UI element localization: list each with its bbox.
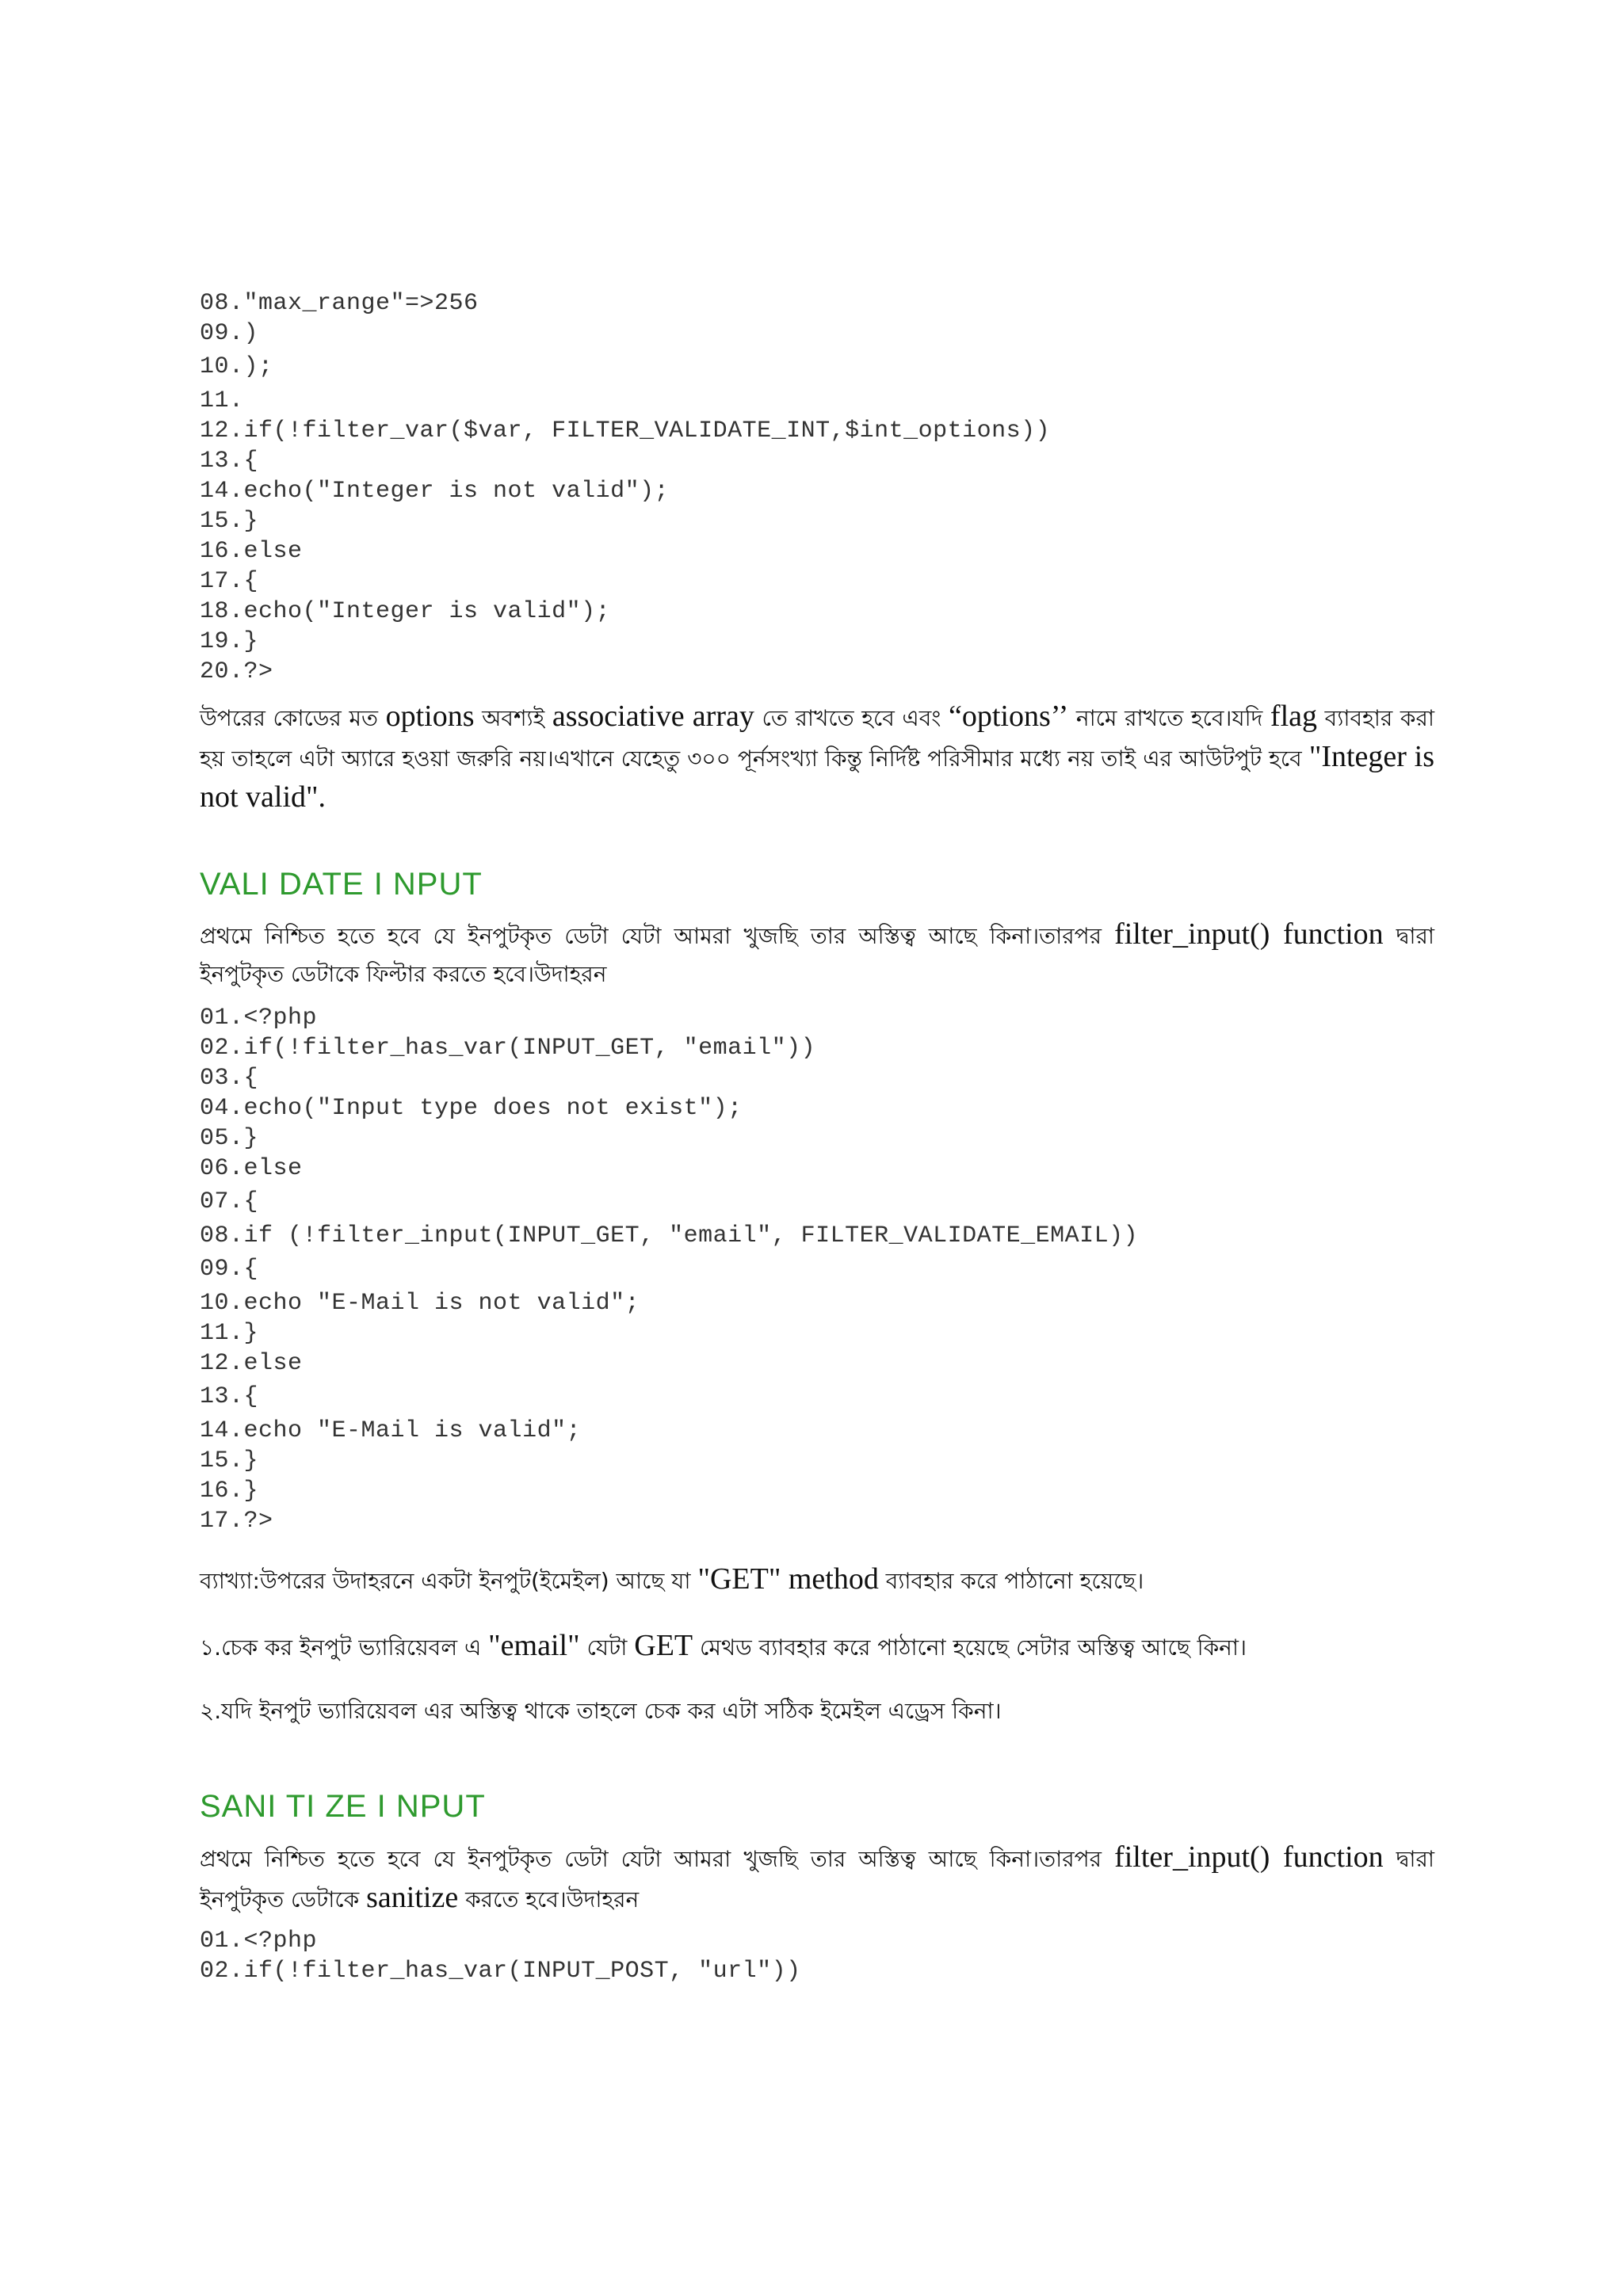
text-run: "GET" method: [697, 1562, 879, 1596]
text-run: অবশ্যই: [474, 705, 552, 731]
code-line: 20.?>: [200, 658, 273, 685]
text-run: দ্বারা ইনপুটকৃত ডেটাকে ফিল্টার করতে হবে।উদাহরন: [200, 923, 1434, 987]
code-line: 05.}: [200, 1125, 259, 1152]
text-run: associative array: [552, 700, 754, 733]
code-line: 12.else: [200, 1350, 303, 1377]
code-line: 02.if(!filter_has_var(INPUT_POST, "url")): [200, 1958, 801, 1985]
code-line: 04.echo("Input type does not exist");: [200, 1095, 743, 1122]
text-run: filter_input() function: [1114, 917, 1384, 951]
step-1-line: [200, 1628, 1247, 1665]
text-run: options: [385, 700, 475, 733]
code-line: 01.<?php: [200, 1005, 318, 1032]
code-line: 06.else: [200, 1155, 303, 1182]
code-line: 17.{: [200, 568, 259, 595]
code-line: 10.echo "E-Mail is not valid";: [200, 1290, 640, 1317]
text-run: ব্যাখ্যা:উপরের উদাহরনে একটা ইনপুট(ইমেইল) আছে যা: [200, 1568, 698, 1594]
text-run: "Integer is not valid".: [200, 740, 1434, 814]
code-line: 08."max_range"=>256: [200, 290, 479, 317]
text-run: "email": [488, 1629, 580, 1662]
code-line: 13.{: [200, 1383, 259, 1410]
text-run: যেটা: [579, 1634, 635, 1661]
code-line: 09.): [200, 320, 259, 347]
text-run: ব্যাবহার করা হয় তাহলে এটা অ্যারে হওয়া জরুরি নয়।এখানে যেহেতু ৩০০ পূর্নসংখ্যা কিন্তু নির্দিষ্ট পরিসীমার মধ্যে নয় তাই এর আউটপুট হবে: [200, 705, 1434, 772]
code-line: 17.?>: [200, 1508, 273, 1535]
explanation-line: [200, 1562, 1144, 1599]
text-run: GET: [634, 1629, 693, 1662]
code-block-validate-email: [200, 1003, 1138, 1536]
code-line: 18.echo("Integer is valid");: [200, 598, 611, 625]
code-line: 13.{: [200, 448, 259, 475]
code-line: 01.<?php: [200, 1928, 318, 1955]
paragraph-options-explanation: [200, 697, 1434, 818]
text-run: মেথড ব্যাবহার করে পাঠানো হয়েছে সেটার অস্তিত্ব আছে কিনা।: [693, 1634, 1247, 1661]
paragraph-validate-intro: [200, 915, 1434, 994]
code-line: 14.echo("Integer is not valid");: [200, 478, 670, 505]
code-line: 11.: [200, 387, 244, 414]
code-line: 02.if(!filter_has_var(INPUT_GET, "email")): [200, 1035, 816, 1062]
code-line: 03.{: [200, 1065, 259, 1092]
text-run: filter_input() function: [1114, 1840, 1384, 1874]
text-run: ১.চেক কর ইনপুট ভ্যারিয়েবল এ: [200, 1634, 489, 1661]
text-run: flag: [1270, 700, 1317, 733]
code-line: 10.);: [200, 353, 273, 380]
code-line: 15.}: [200, 508, 259, 535]
code-line: 11.}: [200, 1320, 259, 1347]
step-2-line: ২.যদি ইনপুট ভ্যারিয়েবল এর অস্তিত্ব থাকে তাহলে চেক কর এটা সঠিক ইমেইল এড্রেস কিনা।: [200, 1698, 1002, 1724]
code-line: 09.{: [200, 1256, 259, 1283]
code-line: 08.if (!filter_input(INPUT_GET, "email", FILTER_VALIDATE_EMAIL)): [200, 1222, 1139, 1249]
code-line: 16.}: [200, 1478, 259, 1505]
text-run: “options’’: [948, 700, 1069, 733]
text-run: sanitize: [366, 1881, 459, 1914]
text-run: দ্বারা ইনপুটকৃত ডেটাকে: [200, 1846, 1434, 1913]
heading-validate-input: VALI DATE I NPUT: [200, 867, 483, 902]
code-line: 12.if(!filter_var($var, FILTER_VALIDATE_INT,$int_options)): [200, 418, 1051, 444]
text-run: করতে হবে।উদাহরন: [458, 1886, 640, 1913]
code-line: 14.echo "E-Mail is valid";: [200, 1417, 582, 1444]
text-run: প্রথমে নিশ্চিত হতে হবে যে ইনপুটকৃত ডেটা যেটা আমরা খুজছি তার অস্তিত্ব আছে কিনা।তারপর: [200, 923, 1115, 949]
code-block-integer-validation: [200, 288, 1050, 687]
heading-sanitize-input: SANI TI ZE I NPUT: [200, 1789, 486, 1824]
code-line: 15.}: [200, 1447, 259, 1474]
code-line: 19.}: [200, 628, 259, 655]
code-block-sanitize-url: [200, 1926, 801, 1986]
code-line: 16.else: [200, 538, 303, 565]
text-run: তে রাখতে হবে এবং: [754, 705, 949, 731]
text-run: ব্যাবহার করে পাঠানো হয়েছে।: [878, 1568, 1144, 1594]
text-run: উপরের কোডের মত: [200, 705, 386, 731]
code-line: 07.{: [200, 1188, 259, 1215]
paragraph-sanitize-intro: [200, 1838, 1434, 1919]
text-run: প্রথমে নিশ্চিত হতে হবে যে ইনপুটকৃত ডেটা যেটা আমরা খুজছি তার অস্তিত্ব আছে কিনা।তারপর: [200, 1846, 1115, 1872]
text-run: নামে রাখতে হবে।যদি: [1068, 705, 1270, 731]
